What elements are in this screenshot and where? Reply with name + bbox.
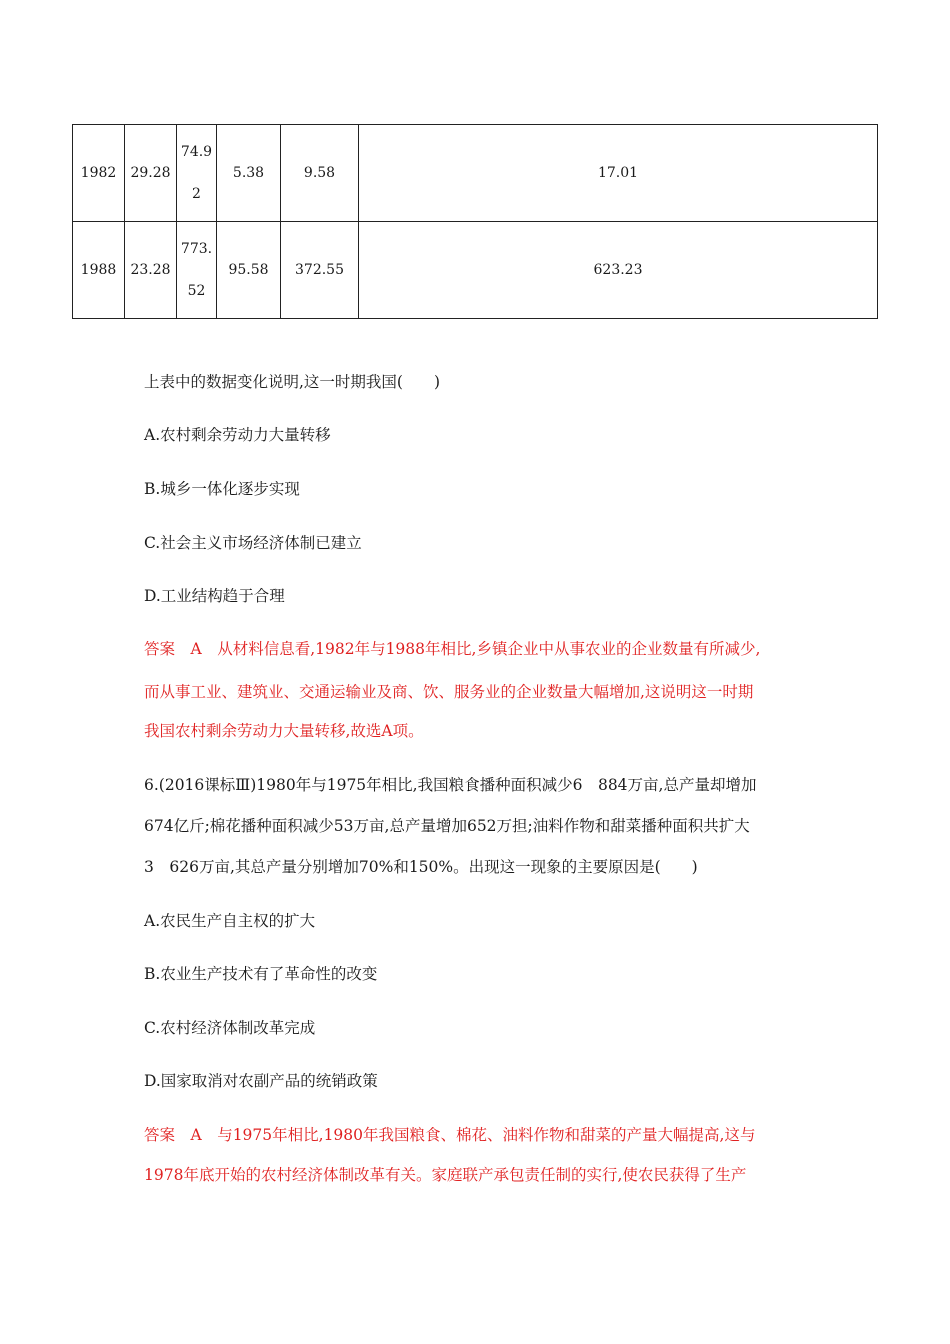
table-cell [177,125,217,222]
question-stem: 上表中的数据变化说明,这一时期我国( ) [144,373,441,391]
cell-text-part: 2 [192,186,201,202]
option-a: A.农村剩余劳动力大量转移 [144,426,331,444]
table-cell: 372.55 [281,222,359,319]
question-stem: 6.(2016课标Ⅲ)1980年与1975年相比,我国粮食播种面积减少6 884万亩,总产量却增加 [144,776,757,794]
option-b: B.农业生产技术有了革命性的改变 [144,965,378,983]
table-cell: 9.58 [281,125,359,222]
option-c: C.社会主义市场经济体制已建立 [144,534,362,552]
cell-text-part: 52 [187,283,206,299]
table-row [73,222,878,319]
question-stem: 674亿斤;棉花播种面积减少53万亩,总产量增加652万担;油料作物和甜菜播种面积共扩大 [144,817,750,835]
table-cell: 95.58 [217,222,281,319]
table-cell: 1988 [73,222,125,319]
option-c: C.农村经济体制改革完成 [144,1019,316,1037]
answer-line: 答案 A 从材料信息看,1982年与1988年相比,乡镇企业中从事农业的企业数量有所减少, [144,640,761,658]
answer-line: 我国农村剩余劳动力大量转移,故选A项。 [144,722,424,740]
statistics-table [72,124,878,319]
answer-line: 而从事工业、建筑业、交通运输业及商、饮、服务业的企业数量大幅增加,这说明这一时期 [144,683,754,701]
table-cell: 623.23 [359,222,878,319]
cell-text-part: 773. [180,241,213,257]
table-cell: 23.28 [125,222,177,319]
table-cell [177,222,217,319]
table-cell: 17.01 [359,125,878,222]
table-row [73,125,878,222]
table-cell: 5.38 [217,125,281,222]
table-cell: 29.28 [125,125,177,222]
answer-line: 1978年底开始的农村经济体制改革有关。家庭联产承包责任制的实行,使农民获得了生产 [144,1166,747,1184]
question-stem: 3 626万亩,其总产量分别增加70%和150%。出现这一现象的主要原因是( ) [144,858,698,876]
option-a: A.农民生产自主权的扩大 [144,912,316,930]
cell-text-part: 74.9 [180,144,213,160]
table-cell: 1982 [73,125,125,222]
answer-line: 答案 A 与1975年相比,1980年我国粮食、棉花、油料作物和甜菜的产量大幅提高,这与 [144,1126,756,1144]
option-d: D.国家取消对农副产品的统销政策 [144,1072,378,1090]
option-d: D.工业结构趋于合理 [144,587,285,605]
option-b: B.城乡一体化逐步实现 [144,480,300,498]
